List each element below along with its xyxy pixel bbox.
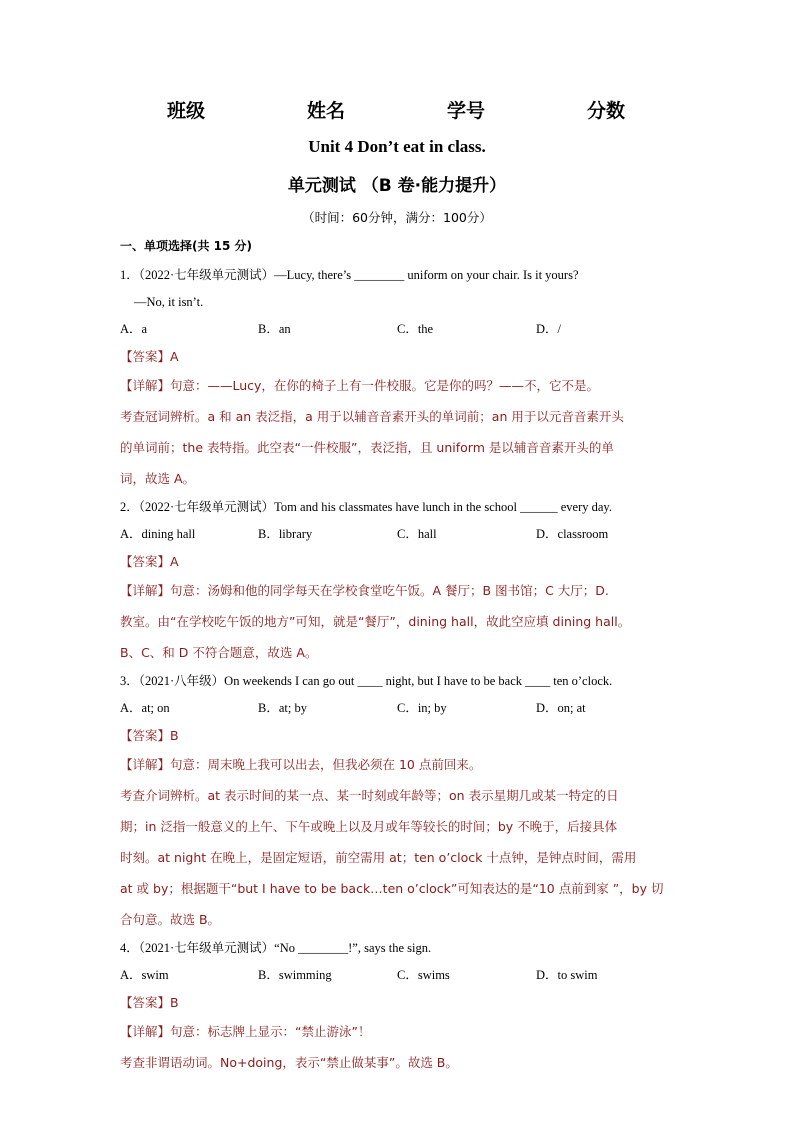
explanation-line: 【详解】句意：周末晚上我可以出去，但我必须在 10 点前回来。 [120,757,482,772]
option-row [120,962,676,989]
option-row [120,695,676,722]
name-label: 姓名 [307,100,346,122]
explanation-line: 考查介词辨析。at 表示时间的某一点、某一时刻或年龄等；on 表示星期几或某一特定的日 [120,788,619,803]
document-title: Unit 4 Don’t eat in class. [308,137,486,156]
option-a: A．a [120,322,148,336]
explanation-line: B、C、和 D 不符合题意，故选 A。 [120,645,318,660]
question-3 [120,668,676,935]
answer: 【答案】B [120,728,179,743]
option-b: B．an [258,322,291,336]
explanation [120,370,676,494]
question-stem: 4．（2021·七年级单元测试）“No ________!”, says the sign. [120,941,432,955]
explanation [120,749,676,935]
explanation [120,1016,676,1078]
option-d: D．classroom [536,527,609,541]
student-id-label: 学号 [447,100,486,122]
section-title: 一、单项选择(共 15 分) [120,239,253,253]
question-stem: 1．（2022·七年级单元测试）—Lucy, there’s ________ uniform on your chair. Is it yours? [120,268,579,282]
option-d: D．to swim [536,968,598,982]
option-d: D．on; at [536,701,586,715]
explanation-line: 时刻。at night 在晚上，是固定短语，前空需用 at；ten o’clock 十点钟，是钟点时间，需用 [120,850,637,865]
explanation-line: 【详解】句意：——Lucy，在你的椅子上有一件校服。它是你的吗？——不，它不是。 [120,378,599,393]
explanation-line: 教室。由“在学校吃午饭的地方”可知，就是“餐厅”，dining hall，故此空应填 dining hall。 [120,614,631,629]
question-2 [120,494,676,668]
student-info-row [0,96,794,124]
explanation-line: 【详解】句意：标志牌上显示：“禁止游泳”！ [120,1024,371,1039]
option-row [120,316,676,343]
question-1 [120,262,676,494]
option-row [120,521,676,548]
option-c: C．swims [397,968,450,982]
score-label: 分数 [587,100,626,122]
question-stem: 2．（2022·七年级单元测试）Tom and his classmates have lunch in the school ______ every day. [120,500,612,514]
explanation-line: 【详解】句意：汤姆和他的同学每天在学校食堂吃午饭。A 餐厅；B 图书馆；C 大厅；D. [120,583,609,598]
option-b: B．library [258,527,313,541]
time-info: （时间：60分钟，满分：100分） [302,210,492,225]
explanation-line: 考查冠词辨析。a 和 an 表泛指，a 用于以辅音音素开头的单词前；an 用于以元音音素开头 [120,409,624,424]
option-a: A．dining hall [120,527,196,541]
option-c: C．hall [397,527,437,541]
option-d: D．/ [536,322,562,336]
class-label: 班级 [167,100,206,122]
explanation-line: 词，故选 A。 [120,471,196,486]
answer: 【答案】A [120,554,179,569]
option-c: C．in; by [397,701,447,715]
option-b: B．at; by [258,701,307,715]
answer: 【答案】B [120,995,179,1010]
question-stem-continued: —No, it isn’t. [134,295,204,309]
document-subtitle: 单元测试 （B 卷·能力提升） [287,176,507,196]
option-a: A．at; on [120,701,170,715]
explanation-line: 考查非谓语动词。No+doing，表示“禁止做某事”。故选 B。 [120,1055,458,1070]
question-stem: 3．（2021·八年级）On weekends I can go out ____ night, but I have to be back ____ ten o’clock. [120,674,613,688]
option-b: B．swimming [258,968,332,982]
answer: 【答案】A [120,349,179,364]
explanation [120,575,676,668]
explanation-line: 期；in 泛指一般意义的上午、下午或晚上以及月或年等较长的时间；by 不晚于，后接具体 [120,819,618,834]
explanation-line: 合句意。故选 B。 [120,912,221,927]
option-a: A．swim [120,968,169,982]
explanation-line: at 或 by；根据题干“but I have to be back…ten o’clock”可知表达的是“10 点前到家 ”，by 切 [120,881,664,896]
explanation-line: 的单词前；the 表特指。此空表“一件校服”，表泛指，且 uniform 是以辅音音素开头的单 [120,440,614,455]
question-4 [120,935,676,1078]
question-body [120,236,676,1078]
option-c: C．the [397,322,434,336]
